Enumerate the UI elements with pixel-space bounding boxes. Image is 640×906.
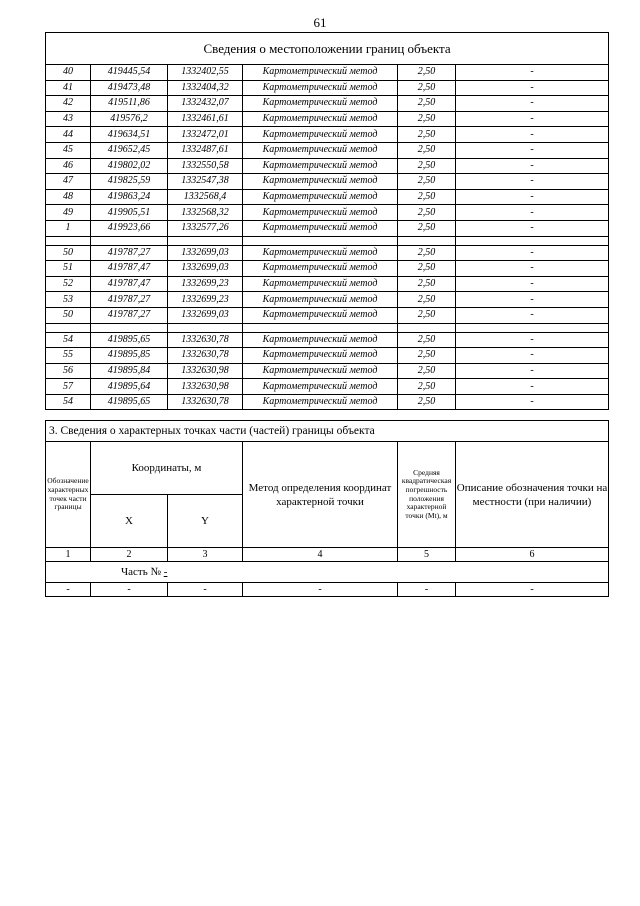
- description: -: [456, 348, 609, 364]
- y-coordinate: 1332699,03: [168, 245, 243, 261]
- table-row: [46, 261, 609, 277]
- description: -: [456, 111, 609, 127]
- part-value: -: [163, 566, 168, 578]
- point-number: 41: [46, 80, 91, 96]
- mt-value: 2,50: [398, 363, 456, 379]
- x-coordinate: 419895,65: [91, 394, 168, 410]
- mt-value: 2,50: [398, 174, 456, 190]
- x-coordinate: 419895,84: [91, 363, 168, 379]
- table-row: [46, 307, 609, 323]
- mt-value: 2,50: [398, 142, 456, 158]
- x-coordinate: 419787,27: [91, 307, 168, 323]
- empty-data-row: [46, 583, 609, 597]
- table-row: [46, 394, 609, 410]
- x-coordinate: 419576,2: [91, 111, 168, 127]
- method: Картометрический метод: [243, 127, 398, 143]
- empty-cell-3: -: [168, 583, 243, 597]
- point-number: 55: [46, 348, 91, 364]
- point-number: 43: [46, 111, 91, 127]
- group-separator-row: [46, 236, 609, 245]
- boundary-table: [45, 32, 609, 410]
- separator-cell: [456, 236, 609, 245]
- method: Картометрический метод: [243, 96, 398, 112]
- y-coordinate: 1332577,26: [168, 220, 243, 236]
- method: Картометрический метод: [243, 348, 398, 364]
- col-num-4: 4: [243, 548, 398, 562]
- method: Картометрический метод: [243, 261, 398, 277]
- separator-cell: [398, 323, 456, 332]
- mt-value: 2,50: [398, 205, 456, 221]
- method: Картометрический метод: [243, 142, 398, 158]
- point-number: 57: [46, 379, 91, 395]
- y-coordinate: 1332568,32: [168, 205, 243, 221]
- col-num-6: 6: [456, 548, 609, 562]
- col-num-3: 3: [168, 548, 243, 562]
- method: Картометрический метод: [243, 189, 398, 205]
- part-label-cell: [46, 562, 609, 583]
- mt-value: 2,50: [398, 127, 456, 143]
- point-number: 46: [46, 158, 91, 174]
- y-coordinate: 1332568,4: [168, 189, 243, 205]
- mt-value: 2,50: [398, 80, 456, 96]
- y-coordinate: 1332699,23: [168, 276, 243, 292]
- table-row: [46, 189, 609, 205]
- empty-cell-1: -: [46, 583, 91, 597]
- y-coordinate: 1332630,78: [168, 394, 243, 410]
- point-number: 53: [46, 292, 91, 308]
- table-row: [46, 332, 609, 348]
- point-number: 47: [46, 174, 91, 190]
- header-row-1: [46, 442, 609, 495]
- point-number: 42: [46, 96, 91, 112]
- separator-cell: [46, 323, 91, 332]
- separator-cell: [243, 323, 398, 332]
- y-coordinate: 1332487,61: [168, 142, 243, 158]
- table-row: [46, 220, 609, 236]
- empty-cell-5: -: [398, 583, 456, 597]
- y-coordinate: 1332699,03: [168, 307, 243, 323]
- table-title-row: [46, 33, 609, 65]
- table-row: [46, 174, 609, 190]
- point-number: 50: [46, 307, 91, 323]
- method: Картометрический метод: [243, 174, 398, 190]
- separator-cell: [91, 323, 168, 332]
- table-row: [46, 379, 609, 395]
- point-number: 45: [46, 142, 91, 158]
- empty-cell-6: -: [456, 583, 609, 597]
- point-number: 49: [46, 205, 91, 221]
- y-coordinate: 1332630,98: [168, 379, 243, 395]
- x-coordinate: 419445,54: [91, 65, 168, 81]
- x-coordinate: 419825,59: [91, 174, 168, 190]
- separator-cell: [243, 236, 398, 245]
- mt-value: 2,50: [398, 245, 456, 261]
- y-coordinate: 1332461,61: [168, 111, 243, 127]
- part-row: [46, 562, 609, 583]
- y-coordinate: 1332547,38: [168, 174, 243, 190]
- mt-value: 2,50: [398, 379, 456, 395]
- method: Картометрический метод: [243, 379, 398, 395]
- mt-value: 2,50: [398, 332, 456, 348]
- separator-cell: [168, 323, 243, 332]
- x-coordinate: 419895,85: [91, 348, 168, 364]
- x-coordinate: 419895,65: [91, 332, 168, 348]
- point-number: 51: [46, 261, 91, 277]
- part-points-table: [45, 420, 609, 597]
- y-coordinate: 1332630,98: [168, 363, 243, 379]
- group-separator-row: [46, 323, 609, 332]
- description: -: [456, 80, 609, 96]
- x-coordinate: 419787,47: [91, 276, 168, 292]
- y-coordinate: 1332550,58: [168, 158, 243, 174]
- description: -: [456, 292, 609, 308]
- description: -: [456, 127, 609, 143]
- mt-value: 2,50: [398, 276, 456, 292]
- y-coordinate: 1332402,55: [168, 65, 243, 81]
- x-coordinate: 419634,51: [91, 127, 168, 143]
- table-row: [46, 292, 609, 308]
- separator-cell: [46, 236, 91, 245]
- method: Картометрический метод: [243, 245, 398, 261]
- point-number: 40: [46, 65, 91, 81]
- x-coordinate: 419863,24: [91, 189, 168, 205]
- header-coords: Координаты, м: [91, 442, 243, 495]
- part-label: Часть №: [121, 566, 161, 578]
- method: Картометрический метод: [243, 307, 398, 323]
- method: Картометрический метод: [243, 158, 398, 174]
- x-coordinate: 419473,48: [91, 80, 168, 96]
- description: -: [456, 276, 609, 292]
- mt-value: 2,50: [398, 292, 456, 308]
- mt-value: 2,50: [398, 348, 456, 364]
- col-num-1: 1: [46, 548, 91, 562]
- description: -: [456, 96, 609, 112]
- col-num-5: 5: [398, 548, 456, 562]
- x-coordinate: 419652,45: [91, 142, 168, 158]
- section3-title-row: [46, 421, 609, 442]
- y-coordinate: 1332472,01: [168, 127, 243, 143]
- page-number: 61: [313, 15, 327, 30]
- empty-cell-2: -: [91, 583, 168, 597]
- description: -: [456, 307, 609, 323]
- description: -: [456, 379, 609, 395]
- separator-cell: [168, 236, 243, 245]
- header-method: Метод определения координат характерной точки: [243, 442, 398, 548]
- method: Картометрический метод: [243, 220, 398, 236]
- point-number: 50: [46, 245, 91, 261]
- table-row: [46, 96, 609, 112]
- table-title: Сведения о местоположении границ объекта: [46, 33, 609, 65]
- table-row: [46, 65, 609, 81]
- method: Картометрический метод: [243, 363, 398, 379]
- method: Картометрический метод: [243, 292, 398, 308]
- point-number: 54: [46, 394, 91, 410]
- description: -: [456, 65, 609, 81]
- separator-cell: [456, 323, 609, 332]
- mt-value: 2,50: [398, 189, 456, 205]
- section3-title: 3. Сведения о характерных точках части (частей) границы объекта: [46, 421, 609, 442]
- description: -: [456, 142, 609, 158]
- point-number: 48: [46, 189, 91, 205]
- method: Картометрический метод: [243, 80, 398, 96]
- mt-value: 2,50: [398, 65, 456, 81]
- description: -: [456, 261, 609, 277]
- method: Картометрический метод: [243, 205, 398, 221]
- description: -: [456, 205, 609, 221]
- separator-cell: [398, 236, 456, 245]
- table-row: [46, 111, 609, 127]
- table-row: [46, 127, 609, 143]
- mt-value: 2,50: [398, 96, 456, 112]
- x-coordinate: 419923,66: [91, 220, 168, 236]
- x-coordinate: 419511,86: [91, 96, 168, 112]
- description: -: [456, 158, 609, 174]
- x-coordinate: 419802,02: [91, 158, 168, 174]
- column-numbers-row: [46, 548, 609, 562]
- description: -: [456, 394, 609, 410]
- table-row: [46, 142, 609, 158]
- description: -: [456, 245, 609, 261]
- mt-value: 2,50: [398, 111, 456, 127]
- mt-value: 2,50: [398, 394, 456, 410]
- method: Картометрический метод: [243, 65, 398, 81]
- point-number: 54: [46, 332, 91, 348]
- y-coordinate: 1332699,23: [168, 292, 243, 308]
- mt-value: 2,50: [398, 261, 456, 277]
- x-coordinate: 419787,47: [91, 261, 168, 277]
- col-num-2: 2: [91, 548, 168, 562]
- x-coordinate: 419895,64: [91, 379, 168, 395]
- method: Картометрический метод: [243, 111, 398, 127]
- table-row: [46, 158, 609, 174]
- header-y: Y: [168, 495, 243, 548]
- method: Картометрический метод: [243, 332, 398, 348]
- description: -: [456, 220, 609, 236]
- table-row: [46, 80, 609, 96]
- separator-cell: [91, 236, 168, 245]
- y-coordinate: 1332630,78: [168, 348, 243, 364]
- mt-value: 2,50: [398, 158, 456, 174]
- x-coordinate: 419787,27: [91, 245, 168, 261]
- y-coordinate: 1332432,07: [168, 96, 243, 112]
- table-row: [46, 245, 609, 261]
- header-x: X: [91, 495, 168, 548]
- empty-cell-4: -: [243, 583, 398, 597]
- table-row: [46, 363, 609, 379]
- method: Картометрический метод: [243, 394, 398, 410]
- description: -: [456, 332, 609, 348]
- point-number: 52: [46, 276, 91, 292]
- point-number: 1: [46, 220, 91, 236]
- header-mt: Средняя квадратическая погрешность положения характерной точки (Мt), м: [398, 442, 456, 548]
- description: -: [456, 174, 609, 190]
- x-coordinate: 419787,27: [91, 292, 168, 308]
- mt-value: 2,50: [398, 307, 456, 323]
- description: -: [456, 189, 609, 205]
- y-coordinate: 1332630,78: [168, 332, 243, 348]
- table-row: [46, 276, 609, 292]
- header-designation: Обозначение характерных точек части границы: [46, 442, 91, 548]
- header-description: Описание обозначения точки на местности (при наличии): [456, 442, 609, 548]
- y-coordinate: 1332404,32: [168, 80, 243, 96]
- x-coordinate: 419905,51: [91, 205, 168, 221]
- table-row: [46, 348, 609, 364]
- y-coordinate: 1332699,03: [168, 261, 243, 277]
- table-row: [46, 205, 609, 221]
- point-number: 44: [46, 127, 91, 143]
- method: Картометрический метод: [243, 276, 398, 292]
- mt-value: 2,50: [398, 220, 456, 236]
- description: -: [456, 363, 609, 379]
- point-number: 56: [46, 363, 91, 379]
